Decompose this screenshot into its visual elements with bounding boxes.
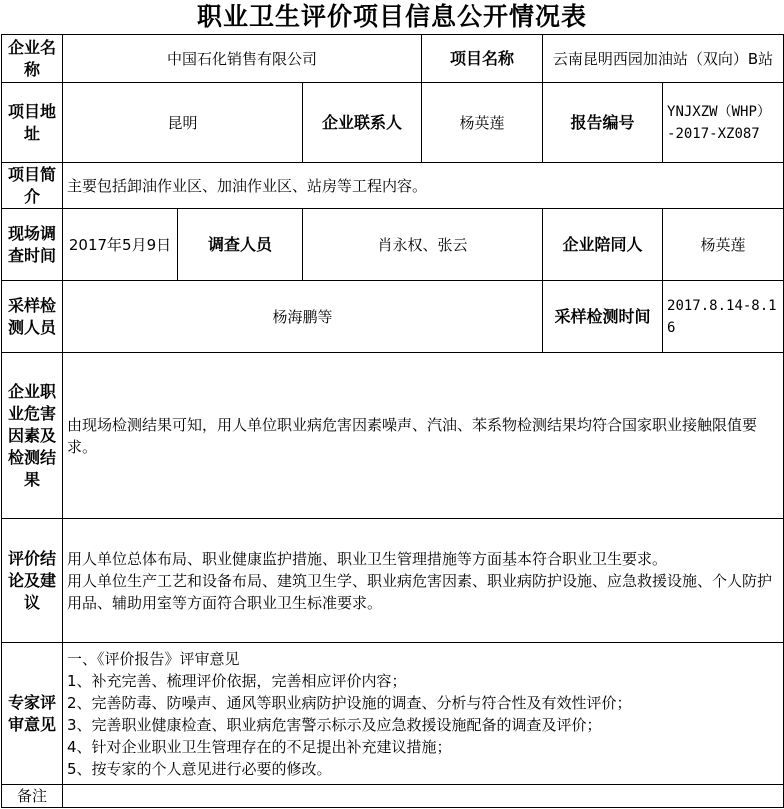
value-sampling-time: 2017.8.14-8.16 bbox=[663, 281, 784, 353]
value-company-escort: 杨英莲 bbox=[663, 209, 784, 281]
value-hazard-results: 由现场检测结果可知，用人单位职业病危害因素噪声、汽油、苯系物检测结果均符合国家职业接触限值要求。 bbox=[63, 353, 784, 519]
label-company-escort: 企业陪同人 bbox=[543, 209, 663, 281]
value-project-intro: 主要包括卸油作业区、加油作业区、站房等工程内容。 bbox=[63, 163, 784, 209]
label-expert-opinion: 专家评审意见 bbox=[2, 643, 63, 785]
label-investigators: 调查人员 bbox=[178, 209, 303, 281]
value-company: 中国石化销售有限公司 bbox=[63, 35, 422, 83]
value-remarks bbox=[63, 785, 784, 808]
info-table bbox=[1, 34, 784, 808]
label-company: 企业名称 bbox=[2, 35, 63, 83]
row-expert bbox=[2, 643, 784, 785]
value-company-contact: 杨英莲 bbox=[422, 83, 543, 163]
row-remarks bbox=[2, 785, 784, 808]
value-project-name: 云南昆明西园加油站（双向）B站 bbox=[543, 35, 784, 83]
expert-line: 3、完善职业健康检查、职业病危害警示标示及应急救援设施配备的调查及评价； bbox=[67, 715, 602, 734]
conclusion-paragraph-1: 用人单位总体布局、职业健康监护措施、职业卫生管理措施等方面基本符合职业卫生要求。 bbox=[67, 549, 668, 568]
row-address bbox=[2, 83, 784, 163]
row-intro bbox=[2, 163, 784, 209]
row-survey bbox=[2, 209, 784, 281]
expert-line: 5、按专家的个人意见进行必要的修改。 bbox=[67, 759, 332, 778]
value-investigators: 肖永权、张云 bbox=[303, 209, 543, 281]
value-report-no: YNJXZW（WHP）-2017-XZ087 bbox=[663, 83, 784, 163]
label-hazard-results: 企业职业危害因素及检测结果 bbox=[2, 353, 63, 519]
expert-line: 2、完善防毒、防噪声、通风等职业病防护设施的调查、分析与符合性及有效性评价； bbox=[67, 693, 632, 712]
label-sampling-staff: 采样检测人员 bbox=[2, 281, 63, 353]
value-expert-opinion bbox=[63, 643, 784, 785]
label-report-no: 报告编号 bbox=[543, 83, 663, 163]
row-sampling bbox=[2, 281, 784, 353]
row-conclusion bbox=[2, 519, 784, 643]
label-conclusion: 评价结论及建议 bbox=[2, 519, 63, 643]
label-company-contact: 企业联系人 bbox=[303, 83, 422, 163]
label-project-name: 项目名称 bbox=[422, 35, 543, 83]
conclusion-paragraph-2: 用人单位生产工艺和设备布局、建筑卫生学、职业病危害因素、职业病防护设施、应急救援设施、个人防护用品、辅助用室等方面符合职业卫生标准要求。 bbox=[67, 571, 773, 612]
row-company bbox=[2, 35, 784, 83]
value-conclusion bbox=[63, 519, 784, 643]
label-survey-time: 现场调查时间 bbox=[2, 209, 63, 281]
page-title: 职业卫生评价项目信息公开情况表 bbox=[196, 2, 587, 31]
label-remarks: 备注 bbox=[2, 785, 63, 808]
value-survey-time: 2017年5月9日 bbox=[63, 209, 178, 281]
row-hazard bbox=[2, 353, 784, 519]
value-sampling-staff: 杨海鹏等 bbox=[63, 281, 543, 353]
label-sampling-time: 采样检测时间 bbox=[543, 281, 663, 353]
expert-line: 一、《评价报告》评审意见 bbox=[67, 649, 240, 668]
value-project-address: 昆明 bbox=[63, 83, 303, 163]
label-project-address: 项目地址 bbox=[2, 83, 63, 163]
expert-line: 4、针对企业职业卫生管理存在的不足提出补充建议措施； bbox=[67, 737, 452, 756]
label-project-intro: 项目简介 bbox=[2, 163, 63, 209]
expert-line: 1、补充完善、梳理评价依据，完善相应评价内容； bbox=[67, 671, 407, 690]
